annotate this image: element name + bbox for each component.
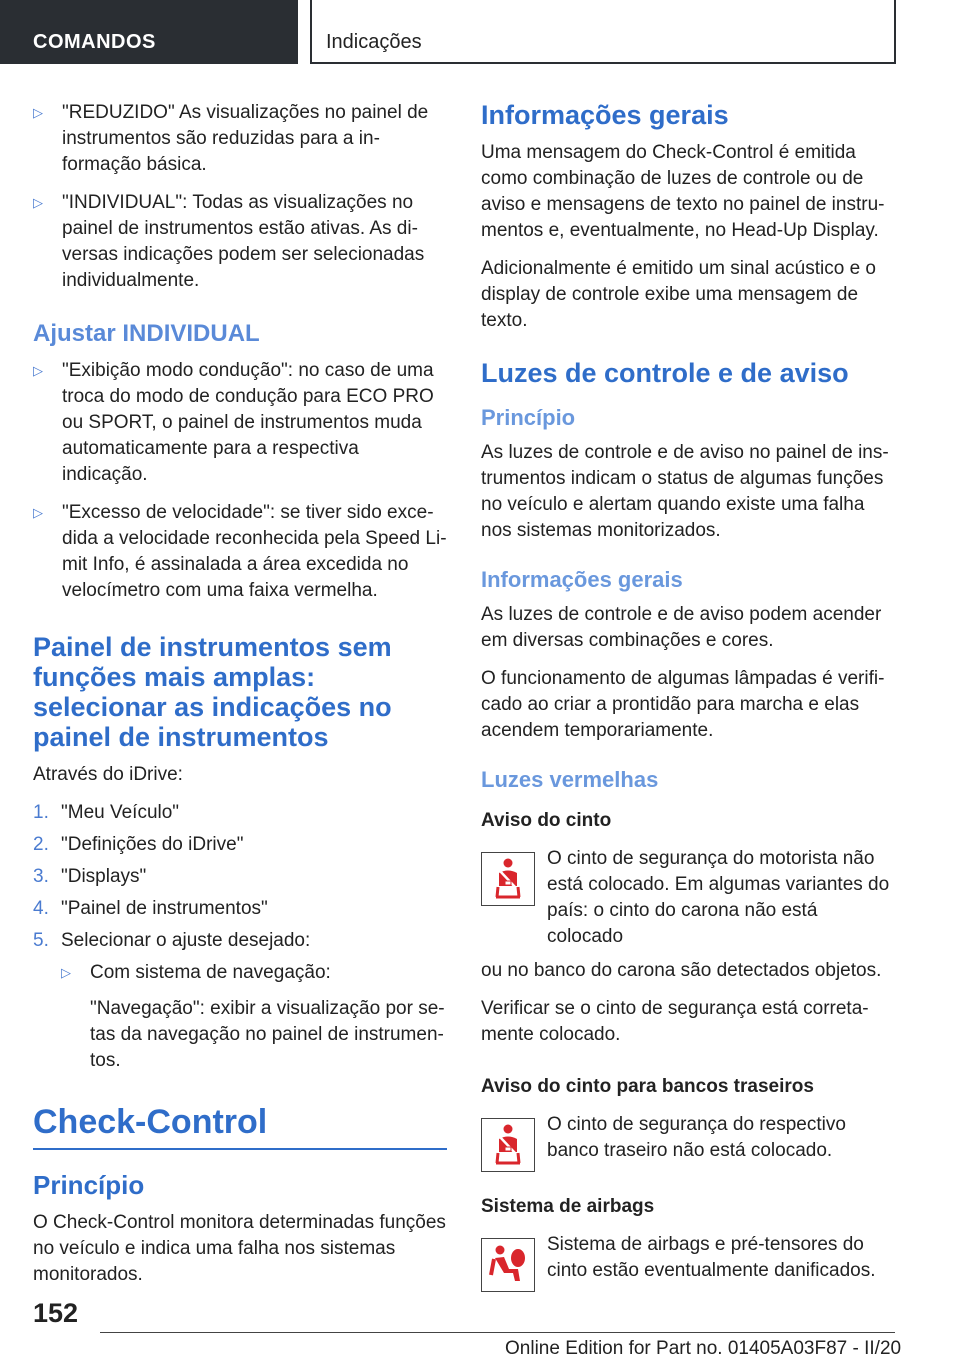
- heading-rule: [33, 1148, 447, 1150]
- paragraph: Uma mensagem do Check-Control é emitida como combinação de luzes de controle ou de aviso e mensagens de texto no painel de instrumentos e, eventualmente, no Head-Up Display.: [481, 142, 885, 241]
- warning-text-cont: ou no banco do carona são detectados objetos.: [481, 960, 882, 981]
- step-item: 4. "Painel de instrumentos": [33, 898, 268, 919]
- sub-list: [33, 960, 447, 1074]
- paragraph: Adicionalmente é emitido um sinal acústico e o display de controle exibe uma mensagem de texto.: [481, 258, 876, 331]
- heading-informacoes-gerais-2: Informações gerais: [481, 567, 683, 592]
- paragraph: O funcionamento de algumas lâmpadas é verificado ao criar a prontidão para marcha e elas acendem temporariamente.: [481, 668, 885, 741]
- heading-luzes-vermelhas: Luzes vermelhas: [481, 767, 659, 792]
- list-item: ▷ "Excesso de velocidade": se tiver sido excedida a velocidade reconhecida pela Speed Limit Info, é assinalada a área excedida no velocímetro com uma faixa vermelha.: [33, 502, 447, 601]
- page-number: 152: [33, 1298, 79, 1328]
- sub-list-item: ▷ Com sistema de navegação:: [61, 960, 447, 986]
- triangle-bullet-icon: ▷: [61, 965, 71, 980]
- heading-principio: Princípio: [481, 405, 576, 430]
- left-column: [33, 100, 447, 1300]
- heading-luzes-controle: Luzes de controle e de aviso: [481, 358, 849, 388]
- page-header-title: Indicações: [310, 0, 896, 64]
- footer-rule: [100, 1332, 895, 1333]
- seatbelt-warning-icon: [481, 1118, 535, 1172]
- warning-entry: O cinto de segurança do respectivo banco traseiro não está colocado.: [481, 1112, 897, 1168]
- heading-aviso-cinto-traseiros: Aviso do cinto para bancos traseiros: [481, 1076, 814, 1097]
- step-item: 3. "Displays": [33, 866, 147, 887]
- heading-sistema-airbags: Sistema de airbags: [481, 1196, 655, 1217]
- principio-text: O Check-Control monitora determinadas funções no veículo e indica uma falha nos sistemas monitorados.: [33, 1212, 446, 1285]
- seatbelt-warning-icon: [481, 852, 535, 906]
- list-item: ▷ "INDIVIDUAL": Todas as visualizações no painel de instrumentos estão ativas. As diversas indicações podem ser selecionadas individualmente.: [33, 192, 425, 291]
- sub-list-text: "Navegação": exibir a visualização por setas da navegação no painel de instrumentos.: [90, 998, 445, 1071]
- idrive-intro: Através do iDrive:: [33, 764, 183, 785]
- right-column: [481, 100, 897, 1296]
- step-item: 1. "Meu Veículo": [33, 802, 180, 823]
- warning-entry: O cinto de segurança do motorista não está colocado. Em algumas variantes do país: o cinto do carona não está colocado: [481, 846, 897, 950]
- paragraph: Verificar se o cinto de segurança está corretamente colocado.: [481, 998, 869, 1045]
- footer-edition: Online Edition for Part no. 01405A03F87 - II/20: [505, 1338, 902, 1359]
- heading-aviso-cinto: Aviso do cinto: [481, 810, 612, 831]
- step-item: 5. Selecionar o ajuste desejado:: [33, 930, 311, 951]
- airbag-warning-icon: [481, 1238, 535, 1292]
- list-item: ▷ "REDUZIDO" As visualizações no painel de instrumentos são reduzidas para a informação básica.: [33, 102, 429, 175]
- heading-painel-instrumentos: Painel de instrumentos sem funções mais amplas: selecionar as indicações no painel de instrumentos: [33, 632, 392, 752]
- paragraph: As luzes de controle e de aviso podem acender em diversas combinações e cores.: [481, 604, 882, 651]
- heading-check-control: Check-Control: [33, 1103, 268, 1141]
- heading-informacoes-gerais: Informações gerais: [481, 100, 729, 130]
- triangle-bullet-icon: ▷: [33, 505, 43, 520]
- paragraph: As luzes de controle e de aviso no painel de instrumentos indicam o status de algumas funções no veículo e alertam quando existe uma falha nos sistemas monitorizados.: [481, 442, 889, 541]
- heading-principio: Princípio: [33, 1170, 145, 1200]
- list-item: ▷ "Exibição modo condução": no caso de uma troca do modo de condução para ECO PRO ou SPORT, o painel de instrumentos muda automaticamente para a respectiva indicação.: [33, 360, 434, 485]
- triangle-bullet-icon: ▷: [33, 105, 43, 120]
- heading-ajustar-individual: Ajustar INDIVIDUAL: [33, 320, 260, 347]
- section-tab: COMANDOS: [0, 0, 298, 64]
- triangle-bullet-icon: ▷: [33, 195, 43, 210]
- step-item: 2. "Definições do iDrive": [33, 834, 244, 855]
- triangle-bullet-icon: ▷: [33, 363, 43, 378]
- warning-entry: Sistema de airbags e pré-tensores do cinto estão eventualmente danificados.: [481, 1232, 897, 1288]
